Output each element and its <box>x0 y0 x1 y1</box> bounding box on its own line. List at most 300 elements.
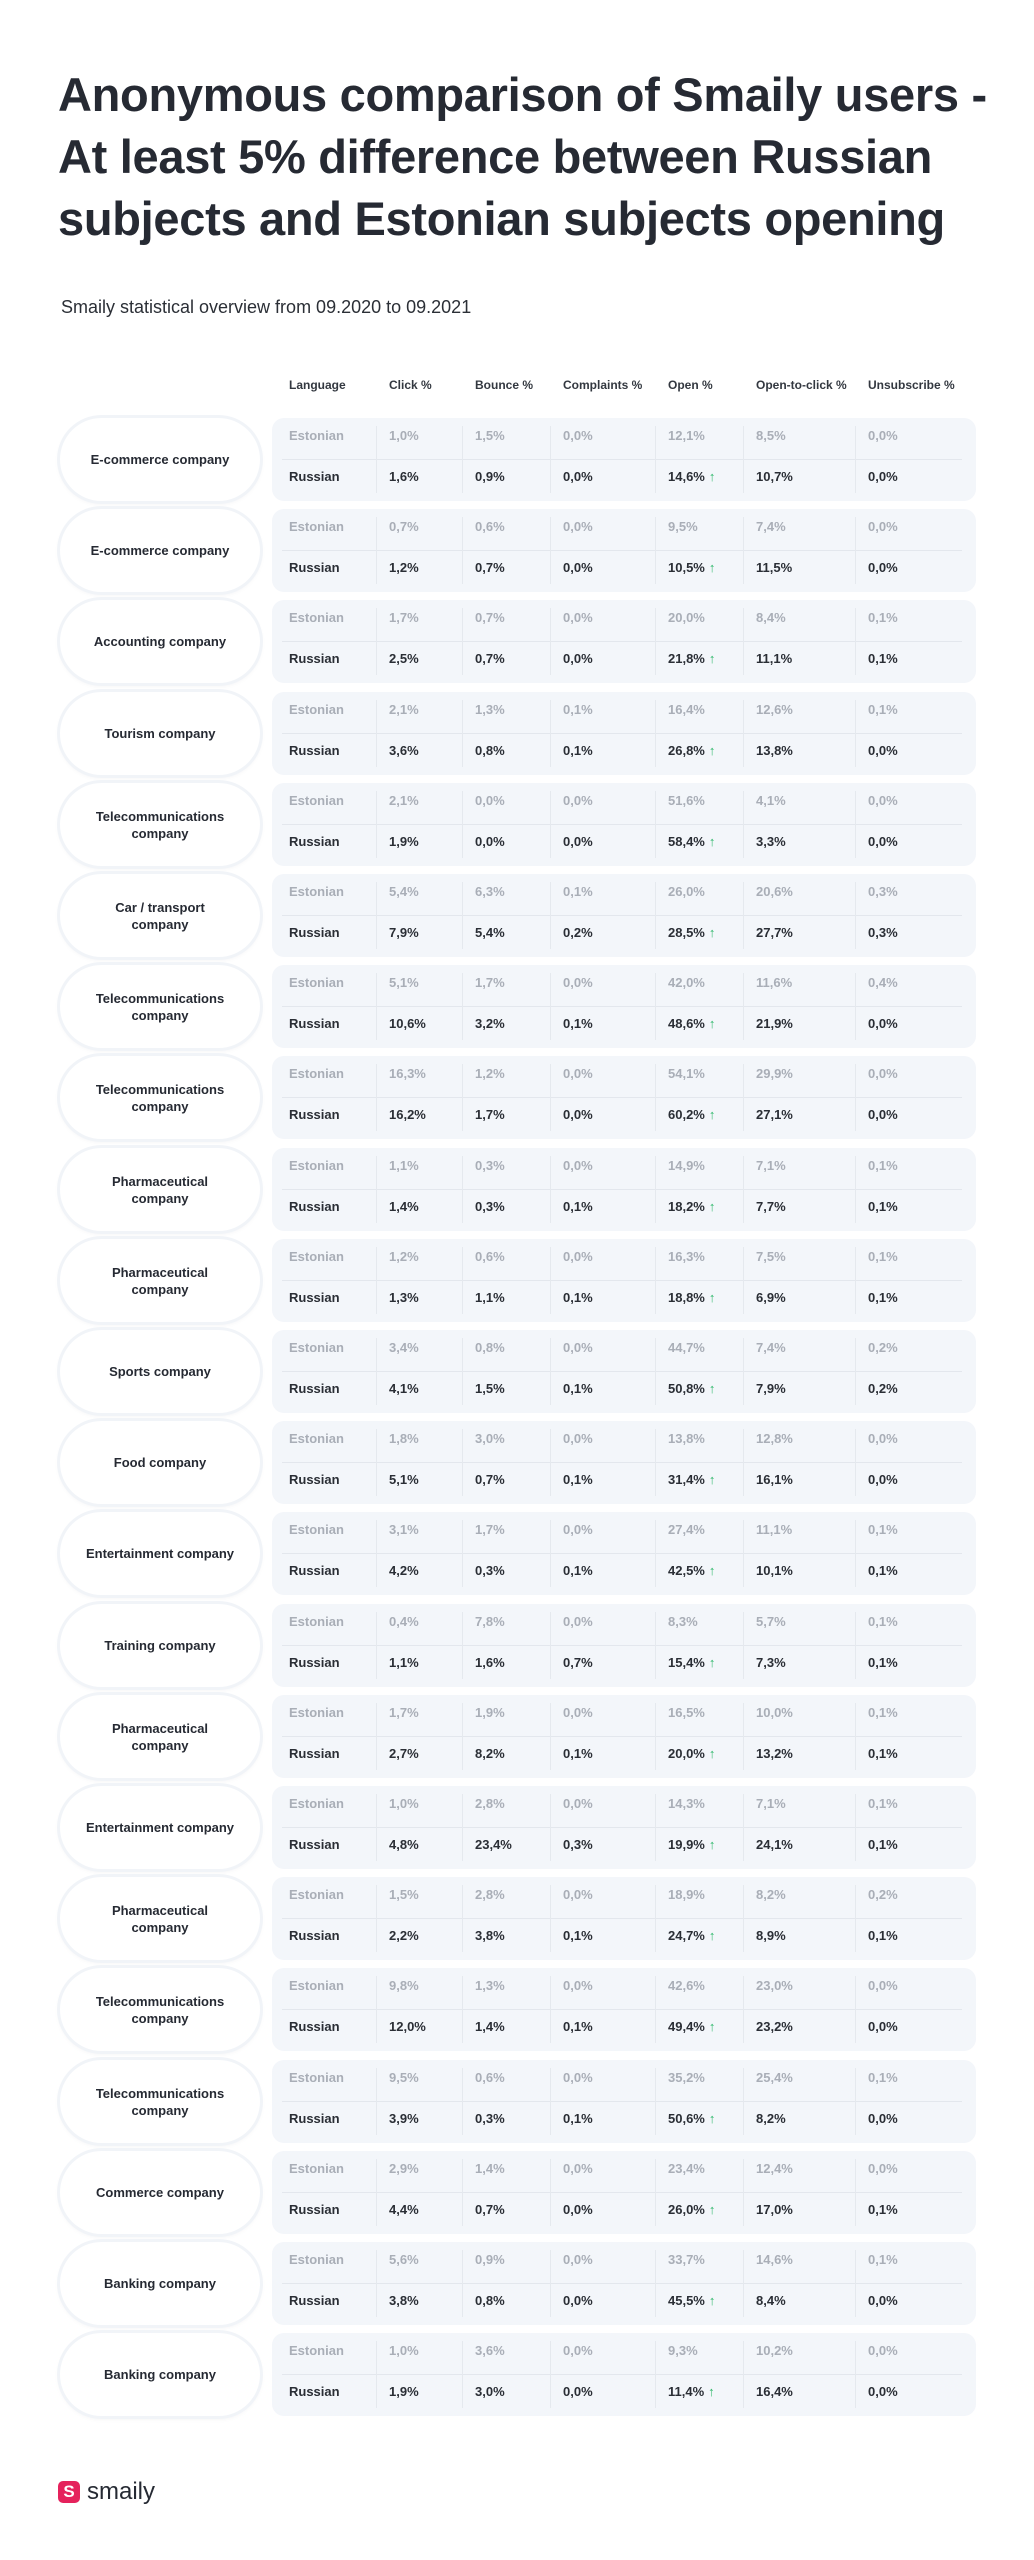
column-divider <box>743 426 744 493</box>
cell-value: 6,9% <box>756 1290 786 1305</box>
cell-value: 7,1% <box>756 1796 786 1811</box>
cell-value: 0,0% <box>868 2161 898 2176</box>
column-divider <box>462 2159 463 2226</box>
column-divider <box>655 426 656 493</box>
table-cell <box>389 2019 426 2034</box>
column-divider <box>550 791 551 858</box>
table-cell <box>868 834 898 849</box>
cell-value: 20,0% <box>668 610 705 625</box>
table-cell <box>389 793 419 808</box>
column-divider <box>376 1976 377 2043</box>
language-label-estonian: Estonian <box>289 702 344 717</box>
table-cell <box>475 2111 505 2126</box>
table-cell <box>756 884 793 899</box>
table-cell <box>475 469 505 484</box>
cell-value: 4,4% <box>389 2202 419 2217</box>
column-divider <box>655 1156 656 1223</box>
cell-value: 0,6% <box>475 519 505 534</box>
cell-value: 0,7% <box>563 1655 593 1670</box>
cell-value: 8,9% <box>756 1928 786 1943</box>
language-label-estonian: Estonian <box>289 2252 344 2267</box>
company-row-group <box>60 1786 976 1869</box>
cell-value: 0,4% <box>389 1614 419 1629</box>
cell-value: 5,4% <box>389 884 419 899</box>
column-divider <box>743 2068 744 2135</box>
cell-value: 16,3% <box>389 1066 426 1081</box>
column-divider <box>376 1156 377 1223</box>
cell-value: 2,7% <box>389 1746 419 1761</box>
table-cell <box>389 2343 419 2358</box>
column-divider <box>550 1338 551 1405</box>
cell-value: 0,0% <box>868 428 898 443</box>
company-label <box>60 965 260 1048</box>
table-cell <box>868 610 898 625</box>
row-divider <box>282 550 962 551</box>
cell-value: 0,7% <box>475 560 505 575</box>
cell-value: 1,3% <box>389 1290 419 1305</box>
table-cell <box>668 1066 705 1081</box>
table-cell <box>756 1158 786 1173</box>
table-cell <box>475 1431 505 1446</box>
row-divider <box>282 2101 962 2102</box>
column-divider <box>743 2250 744 2317</box>
cell-value: 16,1% <box>756 1472 793 1487</box>
table-cell <box>389 1472 419 1487</box>
table-cell <box>563 428 593 443</box>
company-row-group <box>60 509 976 592</box>
cell-value: 0,0% <box>563 2070 593 2085</box>
cell-value: 0,1% <box>868 1522 898 1537</box>
cell-value: 50,8% <box>668 1381 705 1396</box>
table-cell <box>563 1107 593 1122</box>
column-divider <box>550 1064 551 1131</box>
table-cell <box>756 2019 793 2034</box>
cell-value: 0,0% <box>563 1066 593 1081</box>
row-divider <box>282 733 962 734</box>
table-cell <box>563 2293 593 2308</box>
table-cell <box>868 1066 898 1081</box>
cell-value: 14,6% <box>668 469 705 484</box>
column-divider <box>743 1612 744 1679</box>
table-cell <box>756 2111 786 2126</box>
table-cell <box>668 975 705 990</box>
column-divider <box>376 2159 377 2226</box>
column-divider <box>462 517 463 584</box>
language-label-russian: Russian <box>289 1563 340 1578</box>
table-cell <box>389 1381 419 1396</box>
table-cell <box>668 1158 705 1173</box>
cell-value: 25,4% <box>756 2070 793 2085</box>
cell-value: 0,0% <box>563 1522 593 1537</box>
table-cell <box>563 1472 593 1487</box>
company-name: E-commerce company <box>90 452 230 467</box>
column-divider <box>655 1338 656 1405</box>
table-cell <box>563 1928 593 1943</box>
cell-value: 27,7% <box>756 925 793 940</box>
cell-value: 5,4% <box>475 925 505 940</box>
table-cell <box>563 1016 593 1031</box>
cell-value: 0,1% <box>563 2019 593 2034</box>
cell-value: 0,0% <box>868 1431 898 1446</box>
table-cell <box>475 1381 505 1396</box>
company-name: Car / transport company <box>115 899 205 932</box>
table-cell <box>868 2252 898 2267</box>
table-cell <box>475 2202 505 2217</box>
up-arrow-icon: ↑ <box>708 1563 716 1578</box>
cell-value: 35,2% <box>668 2070 705 2085</box>
column-divider <box>462 882 463 949</box>
table-cell <box>475 1066 505 1081</box>
table-cell <box>668 1655 715 1670</box>
cell-value: 0,0% <box>563 793 593 808</box>
column-divider <box>855 791 856 858</box>
row-divider <box>282 1189 962 1190</box>
row-divider <box>282 1736 962 1737</box>
language-label-russian: Russian <box>289 1016 340 1031</box>
table-cell <box>389 1746 419 1761</box>
cell-value: 3,6% <box>475 2343 505 2358</box>
table-cell <box>389 1158 419 1173</box>
column-divider <box>550 2341 551 2408</box>
column-divider <box>855 2341 856 2408</box>
table-cell <box>475 610 505 625</box>
cell-value: 0,0% <box>563 834 593 849</box>
language-label-estonian: Estonian <box>289 1158 344 1173</box>
company-label <box>60 1239 260 1322</box>
cell-value: 0,0% <box>868 743 898 758</box>
cell-value: 0,3% <box>868 884 898 899</box>
company-row-group <box>60 600 976 683</box>
company-label <box>60 2060 260 2143</box>
up-arrow-icon: ↑ <box>708 1381 716 1396</box>
table-cell <box>868 1563 898 1578</box>
table-cell <box>563 1199 593 1214</box>
column-divider <box>462 426 463 493</box>
column-divider <box>855 608 856 675</box>
cell-value: 0,0% <box>868 519 898 534</box>
up-arrow-icon: ↑ <box>708 1016 716 1031</box>
cell-value: 0,0% <box>563 1158 593 1173</box>
cell-value: 0,1% <box>868 1655 898 1670</box>
cell-value: 0,1% <box>563 743 593 758</box>
cell-value: 17,0% <box>756 2202 793 2217</box>
table-cell <box>868 1431 898 1446</box>
cell-value: 2,5% <box>389 651 419 666</box>
column-divider <box>743 1338 744 1405</box>
table-cell <box>868 1796 898 1811</box>
table-cell <box>475 834 505 849</box>
company-name: Food company <box>113 1455 207 1470</box>
cell-value: 27,4% <box>668 1522 705 1537</box>
row-divider <box>282 1553 962 1554</box>
table-cell <box>389 925 419 940</box>
table-cell <box>563 793 593 808</box>
cell-value: 0,7% <box>475 610 505 625</box>
row-divider <box>282 915 962 916</box>
page-subtitle: Smaily statistical overview from 09.2020 to 09.2021 <box>61 297 472 317</box>
column-divider <box>376 700 377 767</box>
column-divider <box>855 1429 856 1496</box>
table-cell <box>668 925 715 940</box>
column-divider <box>743 1703 744 1770</box>
row-divider <box>282 1006 962 1007</box>
table-cell <box>668 2202 715 2217</box>
language-label-russian: Russian <box>289 2384 340 2399</box>
table-cell <box>389 2293 419 2308</box>
table-cell <box>475 560 505 575</box>
table-cell <box>563 2161 593 2176</box>
table-cell <box>668 1796 705 1811</box>
table-cell <box>756 1746 793 1761</box>
column-divider <box>462 1976 463 2043</box>
cell-value: 13,8% <box>756 743 793 758</box>
table-cell <box>756 1431 793 1446</box>
table-cell <box>563 2252 593 2267</box>
up-arrow-icon: ↑ <box>708 2019 716 2034</box>
column-divider <box>655 1794 656 1861</box>
company-label <box>60 1968 260 2051</box>
cell-value: 1,0% <box>389 428 419 443</box>
table-cell <box>668 2019 715 2034</box>
cell-value: 0,0% <box>563 1705 593 1720</box>
table-cell <box>868 1107 898 1122</box>
cell-value: 0,0% <box>563 428 593 443</box>
column-divider <box>550 608 551 675</box>
column-divider <box>855 1247 856 1314</box>
table-cell <box>389 651 419 666</box>
cell-value: 0,0% <box>868 2293 898 2308</box>
up-arrow-icon: ↑ <box>708 1928 716 1943</box>
column-divider <box>743 1156 744 1223</box>
company-row-group <box>60 1421 976 1504</box>
company-label <box>60 2333 260 2416</box>
language-label-estonian: Estonian <box>289 1249 344 1264</box>
up-arrow-icon: ↑ <box>708 1290 716 1305</box>
table-cell <box>868 1522 898 1537</box>
table-cell <box>563 1431 593 1446</box>
company-name: Sports company <box>109 1364 211 1379</box>
up-arrow-icon: ↑ <box>708 469 716 484</box>
cell-value: 23,2% <box>756 2019 793 2034</box>
language-label-estonian: Estonian <box>289 2161 344 2176</box>
cell-value: 1,2% <box>475 1066 505 1081</box>
company-row-group <box>60 418 976 501</box>
table-cell <box>389 1107 426 1122</box>
company-name: Pharmaceutical company <box>111 1173 209 1206</box>
cell-value: 0,0% <box>563 519 593 534</box>
cell-value: 0,1% <box>868 1249 898 1264</box>
cell-value: 1,9% <box>389 2384 419 2399</box>
table-cell <box>756 428 786 443</box>
table-cell <box>389 2161 419 2176</box>
column-divider <box>855 1338 856 1405</box>
table-cell <box>475 1746 505 1761</box>
table-cell <box>475 1837 512 1852</box>
table-cell <box>868 925 898 940</box>
column-divider <box>743 973 744 1040</box>
cell-value: 4,8% <box>389 1837 419 1852</box>
table-cell <box>389 1837 419 1852</box>
table-cell <box>475 1472 505 1487</box>
column-divider <box>462 973 463 1040</box>
table-cell <box>389 1290 419 1305</box>
table-cell <box>756 1472 793 1487</box>
table-cell <box>668 1746 715 1761</box>
cell-value: 0,1% <box>868 1796 898 1811</box>
table-cell <box>475 1158 505 1173</box>
up-arrow-icon: ↑ <box>708 651 716 666</box>
cell-value: 14,9% <box>668 1158 705 1173</box>
cell-value: 1,4% <box>475 2161 505 2176</box>
table-cell <box>389 884 419 899</box>
cell-value: 16,3% <box>668 1249 705 1264</box>
cell-value: 29,9% <box>756 1066 793 1081</box>
language-label-russian: Russian <box>289 1381 340 1396</box>
table-cell <box>756 1614 786 1629</box>
table-cell <box>563 1655 593 1670</box>
table-cell <box>668 1472 715 1487</box>
cell-value: 0,1% <box>868 1705 898 1720</box>
column-divider <box>376 2068 377 2135</box>
table-cell <box>389 1431 419 1446</box>
column-divider <box>462 1612 463 1679</box>
table-cell <box>756 1887 786 1902</box>
cell-value: 0,0% <box>563 1249 593 1264</box>
cell-value: 0,6% <box>475 2070 505 2085</box>
table-cell <box>756 1340 786 1355</box>
row-divider <box>282 1280 962 1281</box>
language-label-russian: Russian <box>289 1837 340 1852</box>
cell-value: 1,3% <box>475 1978 505 1993</box>
language-label-estonian: Estonian <box>289 2343 344 2358</box>
table-cell <box>668 469 715 484</box>
row-divider <box>282 1645 962 1646</box>
cell-value: 16,4% <box>756 2384 793 2399</box>
table-cell <box>475 519 505 534</box>
table-cell <box>563 1290 593 1305</box>
table-cell <box>756 1016 793 1031</box>
cell-value: 0,1% <box>868 1290 898 1305</box>
table-cell <box>868 2343 898 2358</box>
cell-value: 1,2% <box>389 1249 419 1264</box>
table-cell <box>868 1887 898 1902</box>
table-cell <box>475 1340 505 1355</box>
cell-value: 11,6% <box>756 975 793 990</box>
up-arrow-icon: ↑ <box>708 834 716 849</box>
table-cell <box>868 2202 898 2217</box>
cell-value: 14,3% <box>668 1796 705 1811</box>
cell-value: 1,8% <box>389 1431 419 1446</box>
column-divider <box>743 2341 744 2408</box>
cell-value: 0,0% <box>563 975 593 990</box>
table-cell <box>868 1837 898 1852</box>
cell-value: 23,4% <box>475 1837 512 1852</box>
up-arrow-icon: ↑ <box>708 2293 716 2308</box>
up-arrow-icon: ↑ <box>708 1655 716 1670</box>
column-divider <box>655 2250 656 2317</box>
column-divider <box>655 608 656 675</box>
company-label <box>60 418 260 501</box>
company-row-group <box>60 1239 976 1322</box>
language-label-russian: Russian <box>289 1290 340 1305</box>
table-cell <box>389 975 419 990</box>
table-cell <box>389 1249 419 1264</box>
table-cell <box>475 743 505 758</box>
cell-value: 0,0% <box>868 2384 898 2399</box>
cell-value: 3,2% <box>475 1016 505 1031</box>
cell-value: 4,1% <box>389 1381 419 1396</box>
table-cell <box>563 560 593 575</box>
cell-value: 1,5% <box>475 1381 505 1396</box>
table-cell <box>756 975 792 990</box>
cell-value: 11,1% <box>756 1522 793 1537</box>
table-cell <box>563 2384 593 2399</box>
table-cell <box>868 884 898 899</box>
company-name: Telecommunications company <box>95 1993 225 2026</box>
company-name: E-commerce company <box>90 543 230 558</box>
table-cell <box>563 1381 593 1396</box>
cell-value: 1,4% <box>389 1199 419 1214</box>
cell-value: 1,5% <box>389 1887 419 1902</box>
cell-value: 0,0% <box>563 469 593 484</box>
cell-value: 16,4% <box>668 702 705 717</box>
cell-value: 0,1% <box>868 651 898 666</box>
column-divider <box>550 1612 551 1679</box>
column-divider <box>376 1520 377 1587</box>
cell-value: 8,2% <box>475 1746 505 1761</box>
cell-value: 0,7% <box>475 2202 505 2217</box>
cell-value: 8,4% <box>756 2293 786 2308</box>
cell-value: 13,2% <box>756 1746 793 1761</box>
column-divider <box>550 1703 551 1770</box>
cell-value: 0,0% <box>563 560 593 575</box>
language-label-russian: Russian <box>289 651 340 666</box>
table-cell <box>389 1340 419 1355</box>
table-cell <box>868 1290 898 1305</box>
language-label-russian: Russian <box>289 1199 340 1214</box>
table-cell <box>475 2343 505 2358</box>
header-complaints: Complaints % <box>563 378 643 392</box>
table-cell <box>563 1563 593 1578</box>
row-divider <box>282 1918 962 1919</box>
table-cell <box>756 1066 793 1081</box>
table-cell <box>475 793 505 808</box>
cell-value: 0,1% <box>563 1290 593 1305</box>
cell-value: 24,7% <box>668 1928 705 1943</box>
header-open-to-click: Open-to-click % <box>756 378 847 392</box>
table-cell <box>563 834 593 849</box>
table-cell <box>475 2070 505 2085</box>
table-cell <box>756 793 786 808</box>
table-cell <box>563 651 593 666</box>
row-divider <box>282 459 962 460</box>
table-cell <box>756 1837 793 1852</box>
cell-value: 0,0% <box>563 1978 593 1993</box>
table-cell <box>668 1431 705 1446</box>
column-divider <box>655 700 656 767</box>
table-cell <box>756 1563 793 1578</box>
language-label-russian: Russian <box>289 2293 340 2308</box>
cell-value: 10,6% <box>389 1016 426 1031</box>
cell-value: 7,7% <box>756 1199 786 1214</box>
column-divider <box>743 517 744 584</box>
column-divider <box>376 1338 377 1405</box>
row-divider <box>282 2009 962 2010</box>
page-title: Anonymous comparison of Smaily users - At least 5% difference between Russian subjects and Estonian subjects opening <box>58 68 987 245</box>
column-divider <box>550 700 551 767</box>
cell-value: 0,0% <box>563 2202 593 2217</box>
cell-value: 10,2% <box>756 2343 793 2358</box>
